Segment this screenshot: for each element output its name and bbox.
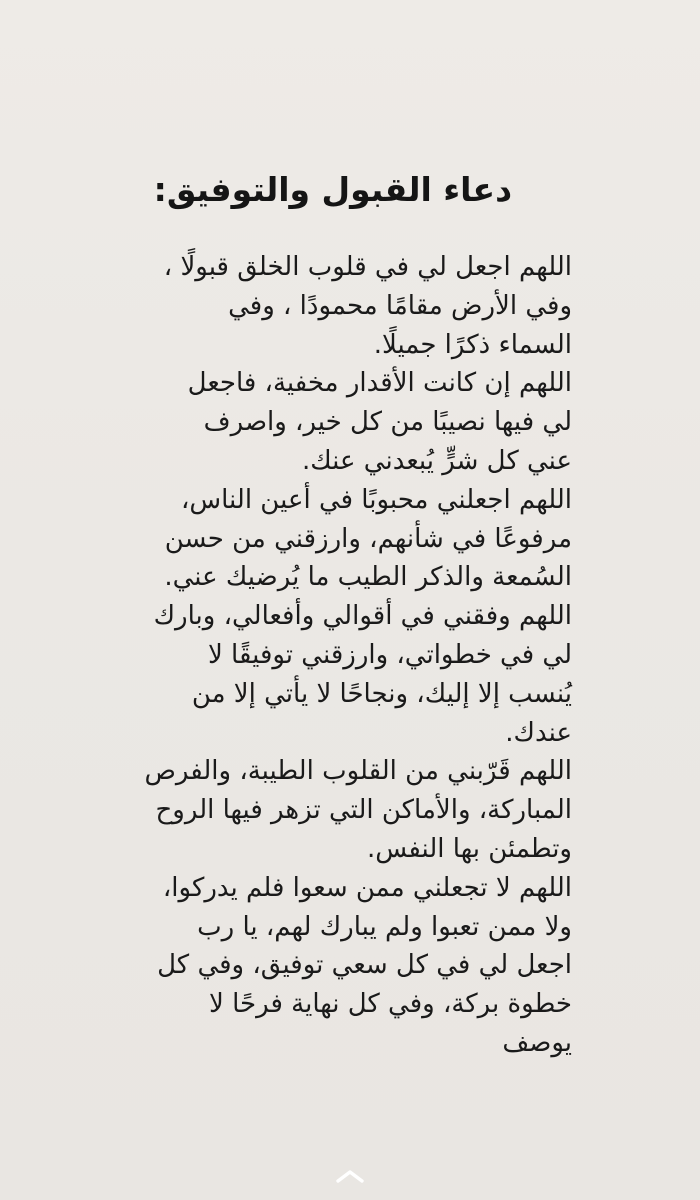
text-line: لي فيها نصيبًا من كل خير، واصرف [203, 407, 572, 438]
text-line: يُنسب إلا إليك، ونجاحًا لا يأتي إلا من [191, 678, 572, 709]
text-line: خطوة بركة، وفي كل نهاية فرحًا لا [209, 989, 572, 1020]
text-line: اللهم إن كانت الأقدار مخفية، فاجعل [187, 368, 572, 399]
text-line: اجعل لي في كل سعي توفيق، وفي كل [157, 950, 572, 981]
text-line: عندك. [505, 717, 572, 748]
text-line: يوصف [502, 1027, 572, 1058]
text-line: اللهم اجعلني محبوبًا في أعين الناس، [181, 484, 572, 515]
text-line: لي في خطواتي، وارزقني توفيقًا لا [207, 639, 572, 670]
text-line: اللهم لا تجعلني ممن سعوا فلم يدركوا، [162, 872, 572, 903]
prayer-text [144, 248, 572, 1063]
text-line: وفي الأرض مقامًا محمودًا ، وفي [228, 290, 572, 321]
text-line: السُمعة والذكر الطيب ما يُرضيك عني. [164, 562, 572, 593]
text-line: ولا ممن تعبوا ولم يبارك لهم، يا رب [197, 911, 572, 942]
chevron-up-icon[interactable] [332, 1166, 368, 1186]
text-line: اللهم اجعل لي في قلوب الخلق قبولًا ، [163, 252, 572, 282]
text-line: عني كل شرٍّ يُبعدني عنك. [301, 445, 572, 476]
text-line: وتطمئن بها النفس. [366, 833, 572, 864]
page-title: دعاء القبول والتوفيق: [153, 170, 512, 209]
text-line: اللهم وفقني في أقوالي وأفعالي، وبارك [153, 601, 572, 632]
text-line: المباركة، والأماكن التي تزهر فيها الروح [155, 795, 572, 826]
text-line: اللهم قَرّبني من القلوب الطيبة، والفرص [144, 756, 572, 787]
text-line: مرفوعًا في شأنهم، وارزقني من حسن [164, 523, 572, 554]
text-line: السماء ذكرًا جميلًا. [373, 329, 572, 360]
